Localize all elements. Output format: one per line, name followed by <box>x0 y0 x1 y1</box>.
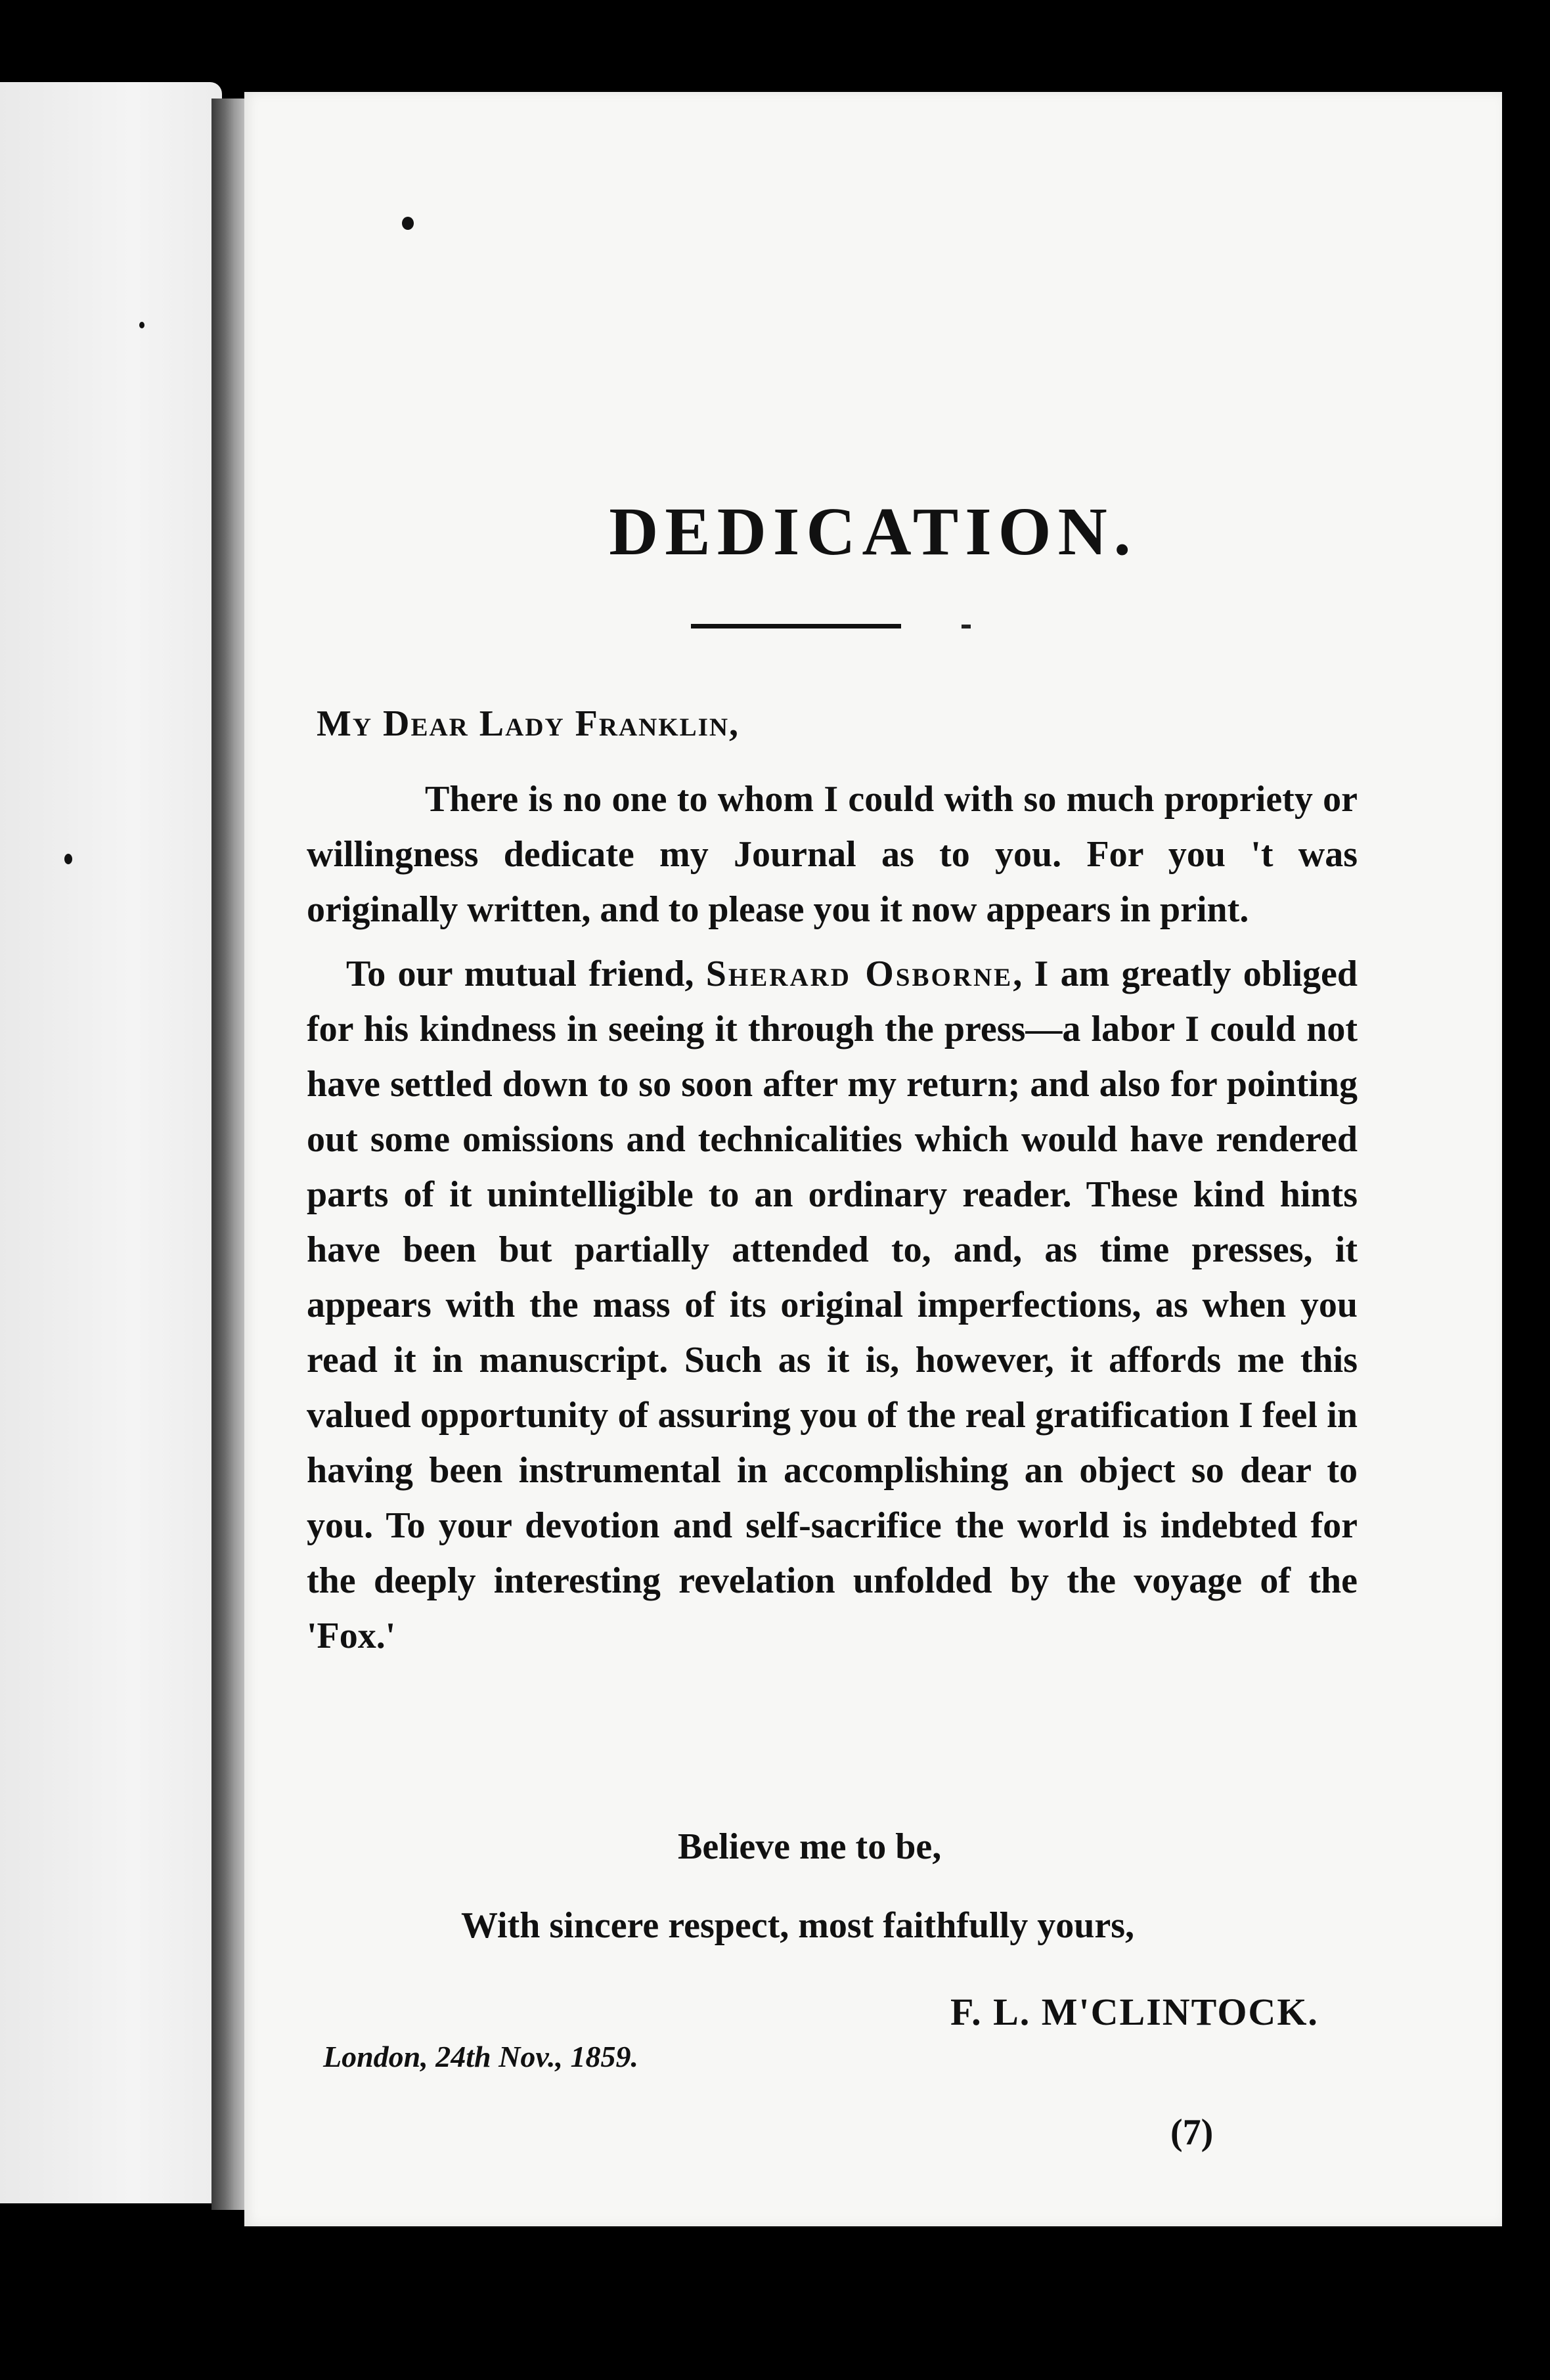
page-number: (7) <box>1170 2112 1214 2153</box>
letter-body <box>307 772 1358 1673</box>
title-rule-dot <box>962 625 971 628</box>
place-date: London, 24th Nov., 1859. <box>323 2040 639 2073</box>
paragraph-2-start: To our mutual friend, <box>346 954 706 994</box>
title-rule <box>691 624 901 628</box>
closing-line-1: Believe me to be, <box>678 1826 942 1867</box>
book-page <box>244 92 1502 2226</box>
signature: F. L. M'CLINTOCK. <box>950 1991 1319 2033</box>
ink-speck <box>402 217 414 230</box>
friend-name: Sherard Osborne <box>705 954 1013 994</box>
closing-line-2: With sincere respect, most faithfully yours, <box>461 1905 1135 1946</box>
page-title: DEDICATION. <box>609 494 1138 569</box>
paragraph-1: There is no one to whom I could with so much propriety or willingness dedicate my Journal as to you. For you 't was originally written, and to please you it now appears in print. <box>307 779 1358 930</box>
ink-speck <box>139 322 144 328</box>
ink-speck <box>64 854 72 864</box>
paragraph-2-rest: , I am greatly obliged for his kindness in seeing it through the press—a labor I could not have settled down to so soon after my return; and also for pointing out some omissions and technicalities which would have rendered parts of it unintelligible to an ordinary reader. These kind hints have been but partially attended to, and, as time presses, it appears with the mass of its original imperfections, as when you read it in manuscript. Such as it is, however, it affords me this valued opportunity of assuring you of the real gratification I feel in having been instrumental in accomplishing an object so dear to you. To your devotion and self-sacrifice the world is indebted for the deeply interesting revelation unfolded by the voyage of the 'Fox.' <box>307 954 1358 1656</box>
salutation: My Dear Lady Franklin, <box>317 703 740 744</box>
paragraph-2 <box>307 946 1358 1664</box>
facing-page <box>0 82 222 2203</box>
